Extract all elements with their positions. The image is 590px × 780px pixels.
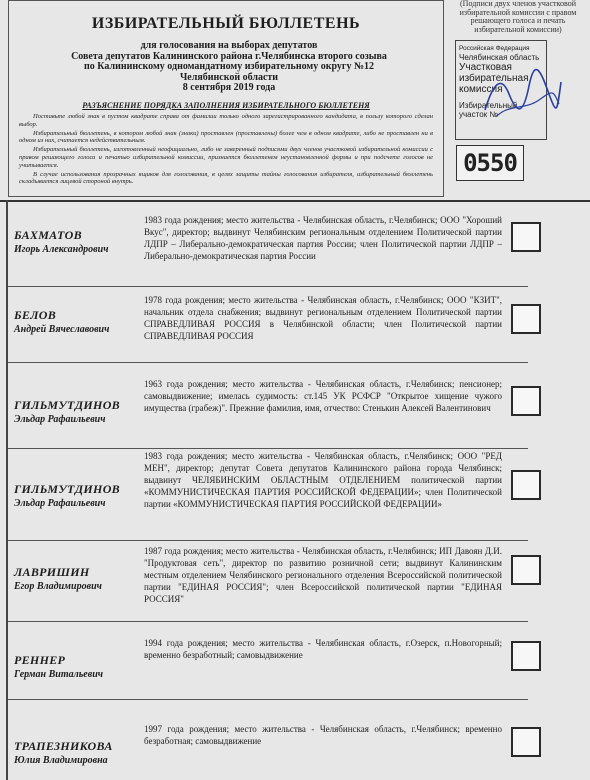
stamp-line: комиссия xyxy=(459,84,503,95)
explanation-text xyxy=(19,113,433,187)
header-divider xyxy=(0,200,590,202)
candidate-given-names: Андрей Вячеславович xyxy=(14,324,110,335)
subtitle-line: Совета депутатов Калининского района г.Челябинска второго созыва xyxy=(71,50,387,62)
stamp-line: избирательная xyxy=(459,73,529,84)
subtitle-line: Челябинской области xyxy=(179,71,279,83)
row-divider xyxy=(8,448,528,449)
ballot-number: 0550 xyxy=(456,145,524,181)
candidate-row xyxy=(8,705,588,780)
candidate-row xyxy=(8,370,588,450)
candidate-surname: ТРАПЕЗНИКОВА xyxy=(14,739,113,753)
candidate-row xyxy=(8,545,588,625)
candidate-row xyxy=(8,450,588,545)
candidate-checkbox[interactable] xyxy=(511,470,541,500)
ballot-header xyxy=(8,0,444,197)
candidate-given-names: Эльдар Рафаильевич xyxy=(14,498,106,509)
subtitle-line: по Калининскому одномандатному избирательному округу №12 xyxy=(83,61,374,72)
candidate-checkbox[interactable] xyxy=(511,304,541,334)
candidate-checkbox[interactable] xyxy=(511,222,541,252)
commission-seal-area xyxy=(449,0,587,195)
candidate-checkbox[interactable] xyxy=(511,641,541,671)
commission-stamp xyxy=(455,40,547,140)
explanation-title: РАЗЪЯСНЕНИЕ ПОРЯДКА ЗАПОЛНЕНИЯ ИЗБИРАТЕЛЬНОГО БЮЛЛЕТЕНЯ xyxy=(82,101,370,110)
candidate-row xyxy=(8,290,588,370)
ballot-subtitle xyxy=(49,41,409,94)
candidate-row xyxy=(8,625,588,705)
candidate-checkbox[interactable] xyxy=(511,555,541,585)
candidate-info: 1978 года рождения; место жительства - Челябинская область, г.Челябинск; ООО "КЗИТ", начальник отдела снабжения; выдвинут региональным отделением Политической партии СПРАВЕДЛИВАЯ РОССИЯ в Челябинской области; член Политической партии СПРАВЕДЛИВАЯ РОССИЯ xyxy=(144,295,502,341)
ballot-title: ИЗБИРАТЕЛЬНЫЙ БЮЛЛЕТЕНЬ xyxy=(91,15,361,32)
commission-note: (Подписи двух членов участковой избирательной комиссии с правом решающего голоса и печать избирательной комиссии) xyxy=(459,0,577,34)
candidate-surname: РЕННЕР xyxy=(14,653,66,667)
candidate-info: 1983 года рождения; место жительства - Челябинская область, г.Челябинск; ООО "РЕД МЕН", директор; депутат Совета депутатов Калининского района города Челябинск; выдвинут ЧЕЛЯБИНСКИМ ОБЛАСТНЫМ ОТДЕЛЕНИЕМ политической партии «КОММУНИСТИЧЕСКАЯ ПАРТИЯ РОССИЙСКОЙ ФЕДЕРАЦИИ»; член Политической партии «КОММУНИСТИЧЕСКАЯ ПАРТИЯ РОССИЙСКОЙ ФЕДЕРАЦИИ» xyxy=(144,451,502,509)
stamp-line: Челябинская область xyxy=(459,53,540,62)
candidate-given-names: Юлия Владимировна xyxy=(14,755,108,766)
candidate-row xyxy=(8,210,588,290)
explanation-paragraph: Поставьте любой знак в пустом квадрате справа от фамилии только одного зарегистрированного кандидата, в пользу которого сделан выбор. xyxy=(19,113,433,128)
candidate-checkbox[interactable] xyxy=(511,386,541,416)
candidate-info: 1983 года рождения; место жительства - Челябинская область, г.Челябинск; ООО "Хороший Вкус", директор; выдвинут Челябинским региональным отделением Политической партии ЛДПР – Либерально-демократическая партия России; член Политической партии ЛДПР – Либерально-демократическая партия России xyxy=(144,215,502,261)
candidate-info: 1987 года рождения; место жительства - Челябинская область, г.Челябинск; ИП Давоян Д.И. "Продуктовая сеть", директор по развитию розничной сети; выдвинут Калининским местным отделением Челябинского регионального отделения Всероссийской политической партии "ЕДИНАЯ РОССИЯ"; член Всероссийской политической партии "ЕДИНАЯ РОССИЯ" xyxy=(144,546,502,604)
row-divider xyxy=(8,362,528,363)
candidate-given-names: Игорь Александрович xyxy=(14,244,109,255)
candidate-surname: ГИЛЬМУТДИНОВ xyxy=(14,398,120,412)
explanation-paragraph: Избирательный бюллетень, изготовленный неофициально, либо не заверенный подписями двух членов участковой избирательной комиссии с правом решающего голоса и печатью избирательной комиссии, признается бюллетенем неустановленной формы и при подсчете голосов не учитывается. xyxy=(19,146,433,169)
explanation-paragraph: В случае использования прозрачных ящиков для голосования, в целях защиты тайны голосования избирателя, избирательный бюллетень складывается лицевой стороной внутрь. xyxy=(19,170,433,186)
explanation-paragraph: Избирательный бюллетень, в котором любой знак (знаки) проставлен (проставлены) более чем в одном квадрате, либо не проставлен ни в одном из них, считается недействительным. xyxy=(19,129,433,145)
candidate-checkbox[interactable] xyxy=(511,727,541,757)
candidate-info: 1963 года рождения; место жительства - Челябинская область, г.Челябинск; пенсионер; самовыдвижение; имелась судимость: ст.145 УК РСФСР "Открытое хищение чужого имущества (грабеж)". Прежние фамилия, имя, отчество: Стенькин Алексей Валентинович xyxy=(144,379,502,413)
subtitle-line: 8 сентября 2019 года xyxy=(182,82,276,93)
candidate-info: 1997 года рождения; место жительства - Челябинская область, г.Челябинск; временно безработная; самовыдвижение xyxy=(144,724,502,746)
stamp-line: Избирательный участок № xyxy=(459,101,518,119)
row-divider xyxy=(8,286,528,287)
candidate-given-names: Егор Владимирович xyxy=(14,581,102,592)
candidate-given-names: Герман Витальевич xyxy=(14,669,104,680)
candidate-surname: БАХМАТОВ xyxy=(14,228,82,242)
candidate-info: 1994 года рождения; место жительства - Челябинская область, г.Озерск, п.Новогорный; временно безработный; самовыдвижение xyxy=(144,638,502,660)
row-divider xyxy=(8,540,528,541)
row-divider xyxy=(8,699,528,700)
row-divider xyxy=(8,621,528,622)
candidate-given-names: Эльдар Рафаильевич xyxy=(14,414,106,425)
stamp-line: Участковая xyxy=(459,62,512,73)
candidate-surname: ГИЛЬМУТДИНОВ xyxy=(14,482,120,496)
stamp-line: Российская Федерация xyxy=(459,45,530,52)
candidate-surname: ЛАВРИШИН xyxy=(14,565,90,579)
subtitle-line: для голосования на выборах депутатов xyxy=(140,40,318,51)
candidate-surname: БЕЛОВ xyxy=(14,308,57,322)
